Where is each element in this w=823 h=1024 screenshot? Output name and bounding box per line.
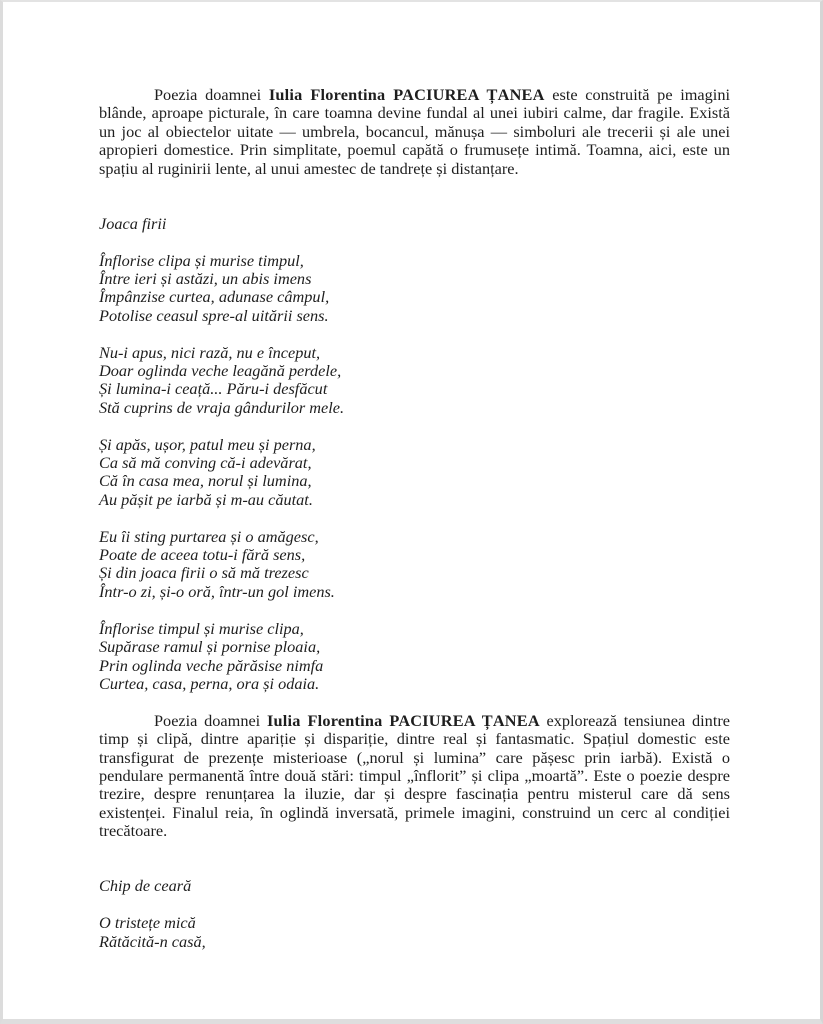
poem-line: Și apăs, ușor, patul meu și perna, (99, 434, 316, 454)
poem-stanza (99, 528, 730, 602)
poem-title: Joaca firii (99, 213, 167, 233)
poem-line: Poate de aceea totu-i fără sens, (99, 545, 306, 565)
poem-line: Stă cuprins de vraja gândurilor mele. (99, 397, 345, 417)
poem-line: Că în casa mea, norul și lumina, (99, 471, 312, 491)
poem-line: Rătăcită-n casă, (99, 931, 206, 951)
paragraph-lead: Poezia doamnei (154, 710, 267, 730)
poem-line: Curtea, casa, perna, ora și odaia. (99, 673, 320, 693)
poem-line: Au pășit pe iarbă și m-au căutat. (99, 489, 313, 509)
poem-line: Înflorise timpul și murise clipa, (99, 618, 304, 638)
poem-stanza (99, 252, 730, 326)
commentary-paragraph-1 (99, 86, 730, 178)
poem-line: O tristețe mică (99, 913, 196, 933)
poem-body (99, 252, 730, 694)
paragraph-text: explorează tensiunea dintre timp și clipă, dintre apariție și dispariție, dintre real și fantasmatic. Spațiul domestic este transfigurat de prezențe misterioase („norul și lumina” care pășesc prin iarbă). Există o pendulare permanentă între două stări: timpul „înflorit” și clipa „moartă”. Este o poezie despre trezire, despre renunțarea la iluzie, dar și despre fascinația pentru misterul care dă sens existenței. Finalul reia, în oglindă inversată, primele imagini, construind un cerc al condiției trecătoare. (99, 710, 730, 841)
poem-line: Și lumina-i ceață... Păru-i desfăcut (99, 379, 328, 399)
poem-line: Și din joaca firii o să mă trezesc (99, 563, 309, 583)
poem-line: Ca să mă conving că-i adevărat, (99, 453, 312, 473)
poem-line: Între ieri și astăzi, un abis imens (99, 269, 312, 289)
poem-line: Prin oglinda veche părăsise nimfa (99, 655, 324, 675)
author-name: Iulia Florentina PACIUREA ȚANEA (268, 85, 545, 104)
poem-joaca-firii (99, 215, 730, 693)
poem-stanza (99, 620, 730, 694)
poem-line: Eu îi sting purtarea și o amăgesc, (99, 526, 319, 546)
paragraph-text: este construită pe imagini blânde, aproape picturale, în care toamna devine fundal al unei iubiri calme, dar fragile. Există un joc al obiectelor uitate — umbrela, bocancul, mănușa — simboluri ale trecerii și ale unei apropieri domestice. Prin simplitate, poemul capătă o frumusețe intimă. Toamna, aici, este un spațiu al ruginirii lente, al unui amestec de tandrețe și distanțare. (99, 85, 730, 178)
poem-stanza (99, 344, 730, 418)
poem-line: Doar oglinda veche leagănă perdele, (99, 361, 342, 381)
poem-line: Nu-i apus, nici rază, nu e început, (99, 342, 321, 362)
poem-line: Într-o zi, și-o oră, într-un gol imens. (99, 581, 335, 601)
poem-title: Chip de ceară (99, 876, 192, 896)
poem-stanza (99, 436, 730, 510)
poem-chip-de-ceara (99, 877, 730, 951)
poem-line: Înflorise clipa și murise timpul, (99, 250, 304, 270)
poem-line: Supărase ramul și pornise ploaia, (99, 637, 321, 657)
poem-stanza (99, 914, 730, 951)
paragraph-lead: Poezia doamnei (154, 85, 269, 104)
poem-line: Împânzise curtea, adunase câmpul, (99, 287, 330, 307)
poem-line: Potolise ceasul spre-al uitării sens. (99, 305, 329, 325)
commentary-paragraph-2 (99, 712, 730, 841)
author-name: Iulia Florentina PACIUREA ȚANEA (266, 710, 540, 730)
poem-body (99, 914, 730, 951)
